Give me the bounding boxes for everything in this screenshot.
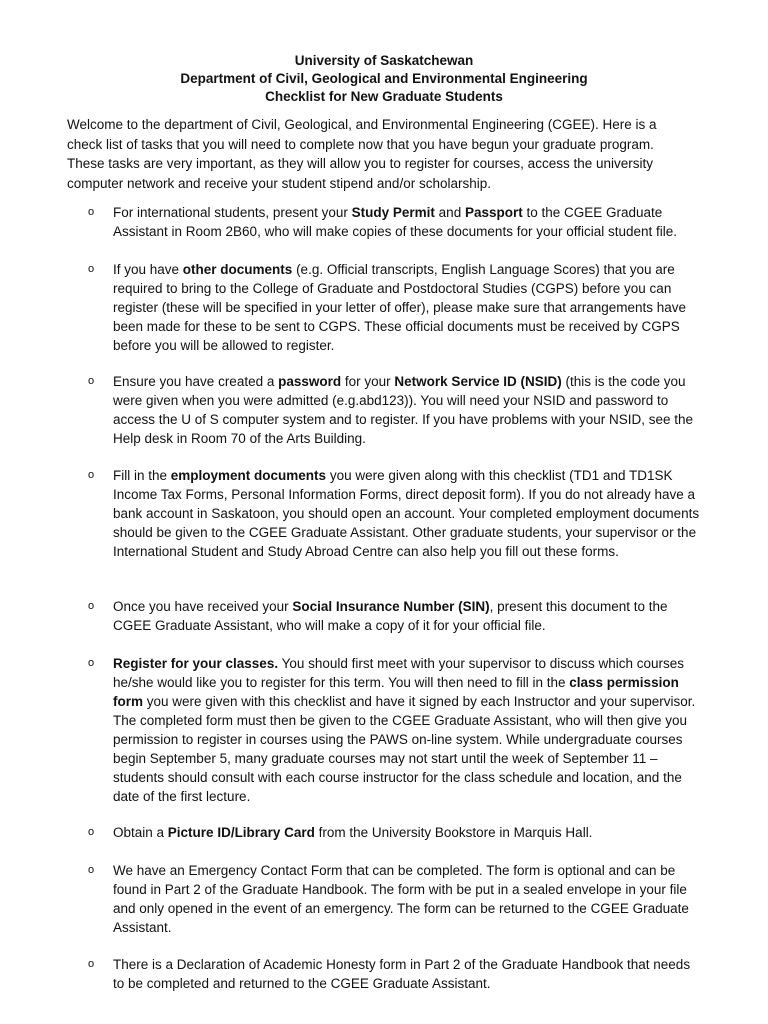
bullet-circle-icon: o bbox=[88, 469, 95, 481]
checklist-item-text bbox=[113, 597, 703, 635]
checklist-item-text bbox=[113, 823, 703, 842]
document-header bbox=[0, 52, 768, 106]
body-text: , present this document to the CGEE Graduate Assistant, who will make a copy of it for your official file. bbox=[113, 599, 668, 633]
emphasis-text: Network Service ID (NSID) bbox=[394, 374, 562, 389]
bullet-circle-icon: o bbox=[88, 864, 95, 876]
body-text: Fill in the bbox=[113, 468, 171, 483]
body-text: You should first meet with your supervisor to discuss which courses he/she would like you to register for this term. You will then need to fill in the bbox=[113, 656, 685, 690]
body-text: and bbox=[434, 205, 465, 220]
body-text: you were given with this checklist and have it signed by each Instructor and your supervisor. The completed form must then be given to the CGEE Graduate Assistant, who will then give you permission to register in courses using the PAWS on-line system. While undergraduate courses begin September 5, many graduate courses may not start until the week of September 11 – students should consult with each course instructor for the class schedule and location, and the date of the first lecture. bbox=[113, 694, 696, 804]
body-text: (e.g. Official transcripts, English Language Scores) that you are required to bring to the College of Graduate and Postdoctoral Studies (CGPS) before you can register (these will be specified in your letter of offer), please make sure that arrangements have been made for these to be sent to CGPS. These official documents must be received by CGPS before you will be allowed to register. bbox=[113, 262, 687, 353]
body-text: for your bbox=[341, 374, 395, 389]
body-text: If you have bbox=[113, 262, 183, 277]
emphasis-text: class permission form bbox=[113, 675, 679, 709]
checklist-item-text bbox=[113, 260, 703, 355]
bullet-circle-icon: o bbox=[88, 375, 95, 387]
emphasis-text: Study Permit bbox=[351, 205, 435, 220]
checklist-item-text bbox=[113, 203, 703, 241]
body-text: Ensure you have created a bbox=[113, 374, 279, 389]
body-text: from the University Bookstore in Marquis Hall. bbox=[314, 825, 593, 840]
bullet-circle-icon: o bbox=[88, 826, 95, 838]
checklist-item-text bbox=[113, 466, 703, 561]
emphasis-text: employment documents bbox=[170, 468, 327, 483]
document-title: Checklist for New Graduate Students bbox=[265, 89, 503, 104]
bullet-circle-icon: o bbox=[88, 657, 95, 669]
emphasis-text: Social Insurance Number (SIN) bbox=[292, 599, 490, 614]
bullet-circle-icon: o bbox=[88, 206, 95, 218]
body-text: Once you have received your bbox=[113, 599, 293, 614]
checklist-item-text bbox=[113, 654, 703, 806]
bullet-circle-icon: o bbox=[88, 958, 95, 970]
body-text: you were given along with this checklist (TD1 and TD1SK Income Tax Forms, Personal Information Forms, direct deposit form). If you do not already have a bank account in Saskatoon, you should open an account. Your completed employment documents should be given to the CGEE Graduate Assistant. Other graduate students, your supervisor or the International Student and Study Abroad Centre can also help you fill out these forms. bbox=[113, 468, 700, 559]
emphasis-text: Picture ID/Library Card bbox=[167, 825, 315, 840]
emphasis-text: other documents bbox=[182, 262, 293, 277]
body-text: There is a Declaration of Academic Honesty form in Part 2 of the Graduate Handbook that needs to be completed and returned to the CGEE Graduate Assistant. bbox=[113, 957, 691, 991]
bullet-circle-icon: o bbox=[88, 600, 95, 612]
body-text: Obtain a bbox=[113, 825, 168, 840]
checklist-item-text bbox=[113, 861, 703, 937]
body-text: to the CGEE Graduate Assistant in Room 2B60, who will make copies of these documents for your official student file. bbox=[113, 205, 678, 239]
intro-paragraph: Welcome to the department of Civil, Geological, and Environmental Engineering (CGEE). Here is a check list of tasks that you will need to complete now that you have begun your graduate program. These tasks are very important, as they will allow you to register for courses, access the university computer network and receive your student stipend and/or scholarship. bbox=[67, 117, 657, 191]
emphasis-text: password bbox=[278, 374, 342, 389]
bullet-circle-icon: o bbox=[88, 263, 95, 275]
checklist-item-text bbox=[113, 955, 703, 993]
emphasis-text: Passport bbox=[464, 205, 523, 220]
university-name: University of Saskatchewan bbox=[294, 53, 474, 68]
department-name: Department of Civil, Geological and Environmental Engineering bbox=[180, 71, 588, 86]
body-text: (this is the code you were given when you were admitted (e.g.abd123)). You will need your NSID and password to access the U of S computer system and to register. If you have problems with your NSID, see the Help desk in Room 70 of the Arts Building. bbox=[113, 374, 694, 446]
emphasis-text: Register for your classes. bbox=[113, 656, 279, 671]
body-text: We have an Emergency Contact Form that can be completed. The form is optional and can be found in Part 2 of the Graduate Handbook. The form with be put in a sealed envelope in your file and only opened in the event of an emergency. The form can be returned to the CGEE Graduate Assistant. bbox=[113, 863, 689, 935]
checklist-item-text bbox=[113, 372, 703, 448]
body-text: For international students, present your bbox=[113, 205, 352, 220]
